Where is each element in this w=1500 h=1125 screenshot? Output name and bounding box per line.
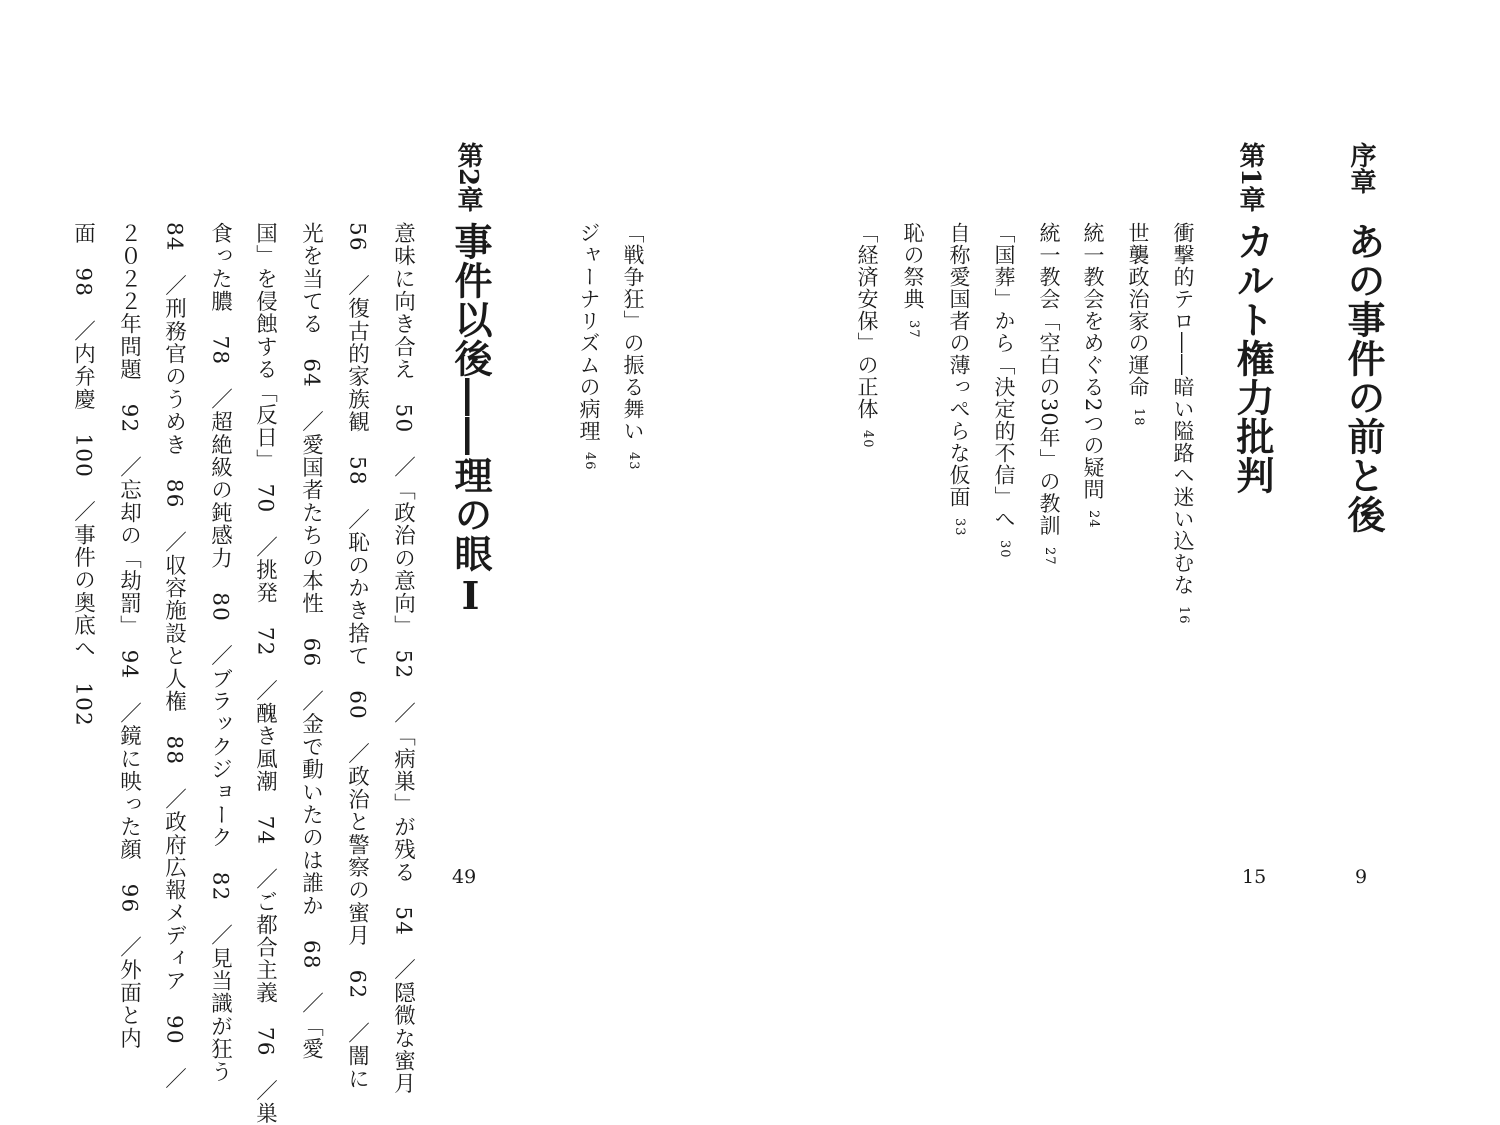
toc-entry-title: 世襲政治家の運命 [1126,222,1150,398]
chapter2-body-line: ２０２２年問題 92 ／忘却の「劫罰」 94 ／鏡に映った顔 96 ／外面と内 [116,222,142,1050]
toc-entry [1082,222,1103,529]
toc-entry-title: 統一教会「空白の30年」の教訓 [1037,222,1061,537]
toc-entry-page: 27 [1042,546,1057,566]
chapter2-body-line: 84 ／刑務官のうめき 86 ／収容施設と人権 88 ／政府広報メディア 90 ／ [161,222,187,1091]
chapter2-body-line: 56 ／復古的家族観 58 ／恥のかき捨て 60 ／政治と警察の蜜月 62 ／闇に [344,222,370,1091]
prologue-label: 序章 [1346,142,1376,194]
toc-entry-page: 33 [952,518,967,537]
toc-entry [1127,222,1148,427]
toc-entry [902,222,923,339]
toc-entry-page: 46 [582,452,597,471]
chapter2-body-line: 意味に向き合え 50 ／「政治の意向」 52 ／「病巣」が残る 54 ／隠微な蜜月 [390,222,416,1096]
toc-entry [856,222,877,449]
chapter1-title: カルト権力批判 [1230,222,1275,495]
toc-entry-title: ジャーナリズムの病理 [577,222,601,442]
toc-entry [1172,222,1193,625]
toc-entry [948,222,969,537]
chapter2-body-line: 面 98 ／内弁慶 100 ／事件の奥底へ 102 [70,222,96,727]
chapter1-label: 第1章 [1235,142,1265,213]
toc-entry-page: 16 [1176,606,1191,625]
chapter2-title: 事件以後――理の眼Ⅰ [448,222,493,619]
chapter2-body-line: 食った膿 78 ／超絶級の鈍感力 80 ／ブラックジョーク 82 ／見当識が狂う [207,222,233,1084]
toc-entry [993,222,1014,559]
toc-entry-page: 30 [997,540,1012,559]
toc-entry-title: 「国葬」から「決定的不信」へ [992,222,1016,530]
toc-entry [578,222,599,471]
toc-entry-page: 37 [906,320,921,339]
chapter2-body-line: 国」を侵蝕する「反日」 70 ／挑発 72 ／醜き風潮 74 ／ご都合主義 76 ／巣 [252,222,278,1125]
toc-entry-title: 「経済安保」の正体 [855,222,879,420]
toc-entry-title: 恥の祭典 [901,222,925,310]
toc-entry [1038,222,1059,565]
chapter2-page-number: 49 [452,866,477,888]
toc-entry-title: 統一教会をめぐる2つの疑問 [1081,222,1105,501]
toc-entry-title: 「戦争狂」の振る舞い [621,222,645,442]
chapter1-page-number: 15 [1242,866,1267,888]
toc-entry [622,222,643,471]
chapter2-body-line: 光を当てる 64 ／愛国者たちの本性 66 ／金で動いたのは誰か 68 ／「愛 [298,222,324,1061]
toc-entry-page: 18 [1131,408,1146,427]
toc-entry-page: 40 [860,430,875,449]
toc-entry-page: 43 [626,452,641,471]
toc-entry-title: 衝撃的テロ――暗い隘路へ迷い込むな [1171,222,1195,596]
toc-entry-title: 自称愛国者の薄っぺらな仮面 [947,222,971,508]
chapter2-label: 第2章 [453,142,483,213]
prologue-title: あの事件の前と後 [1341,222,1386,534]
toc-entry-page: 24 [1086,510,1101,529]
prologue-page-number: 9 [1355,866,1368,888]
